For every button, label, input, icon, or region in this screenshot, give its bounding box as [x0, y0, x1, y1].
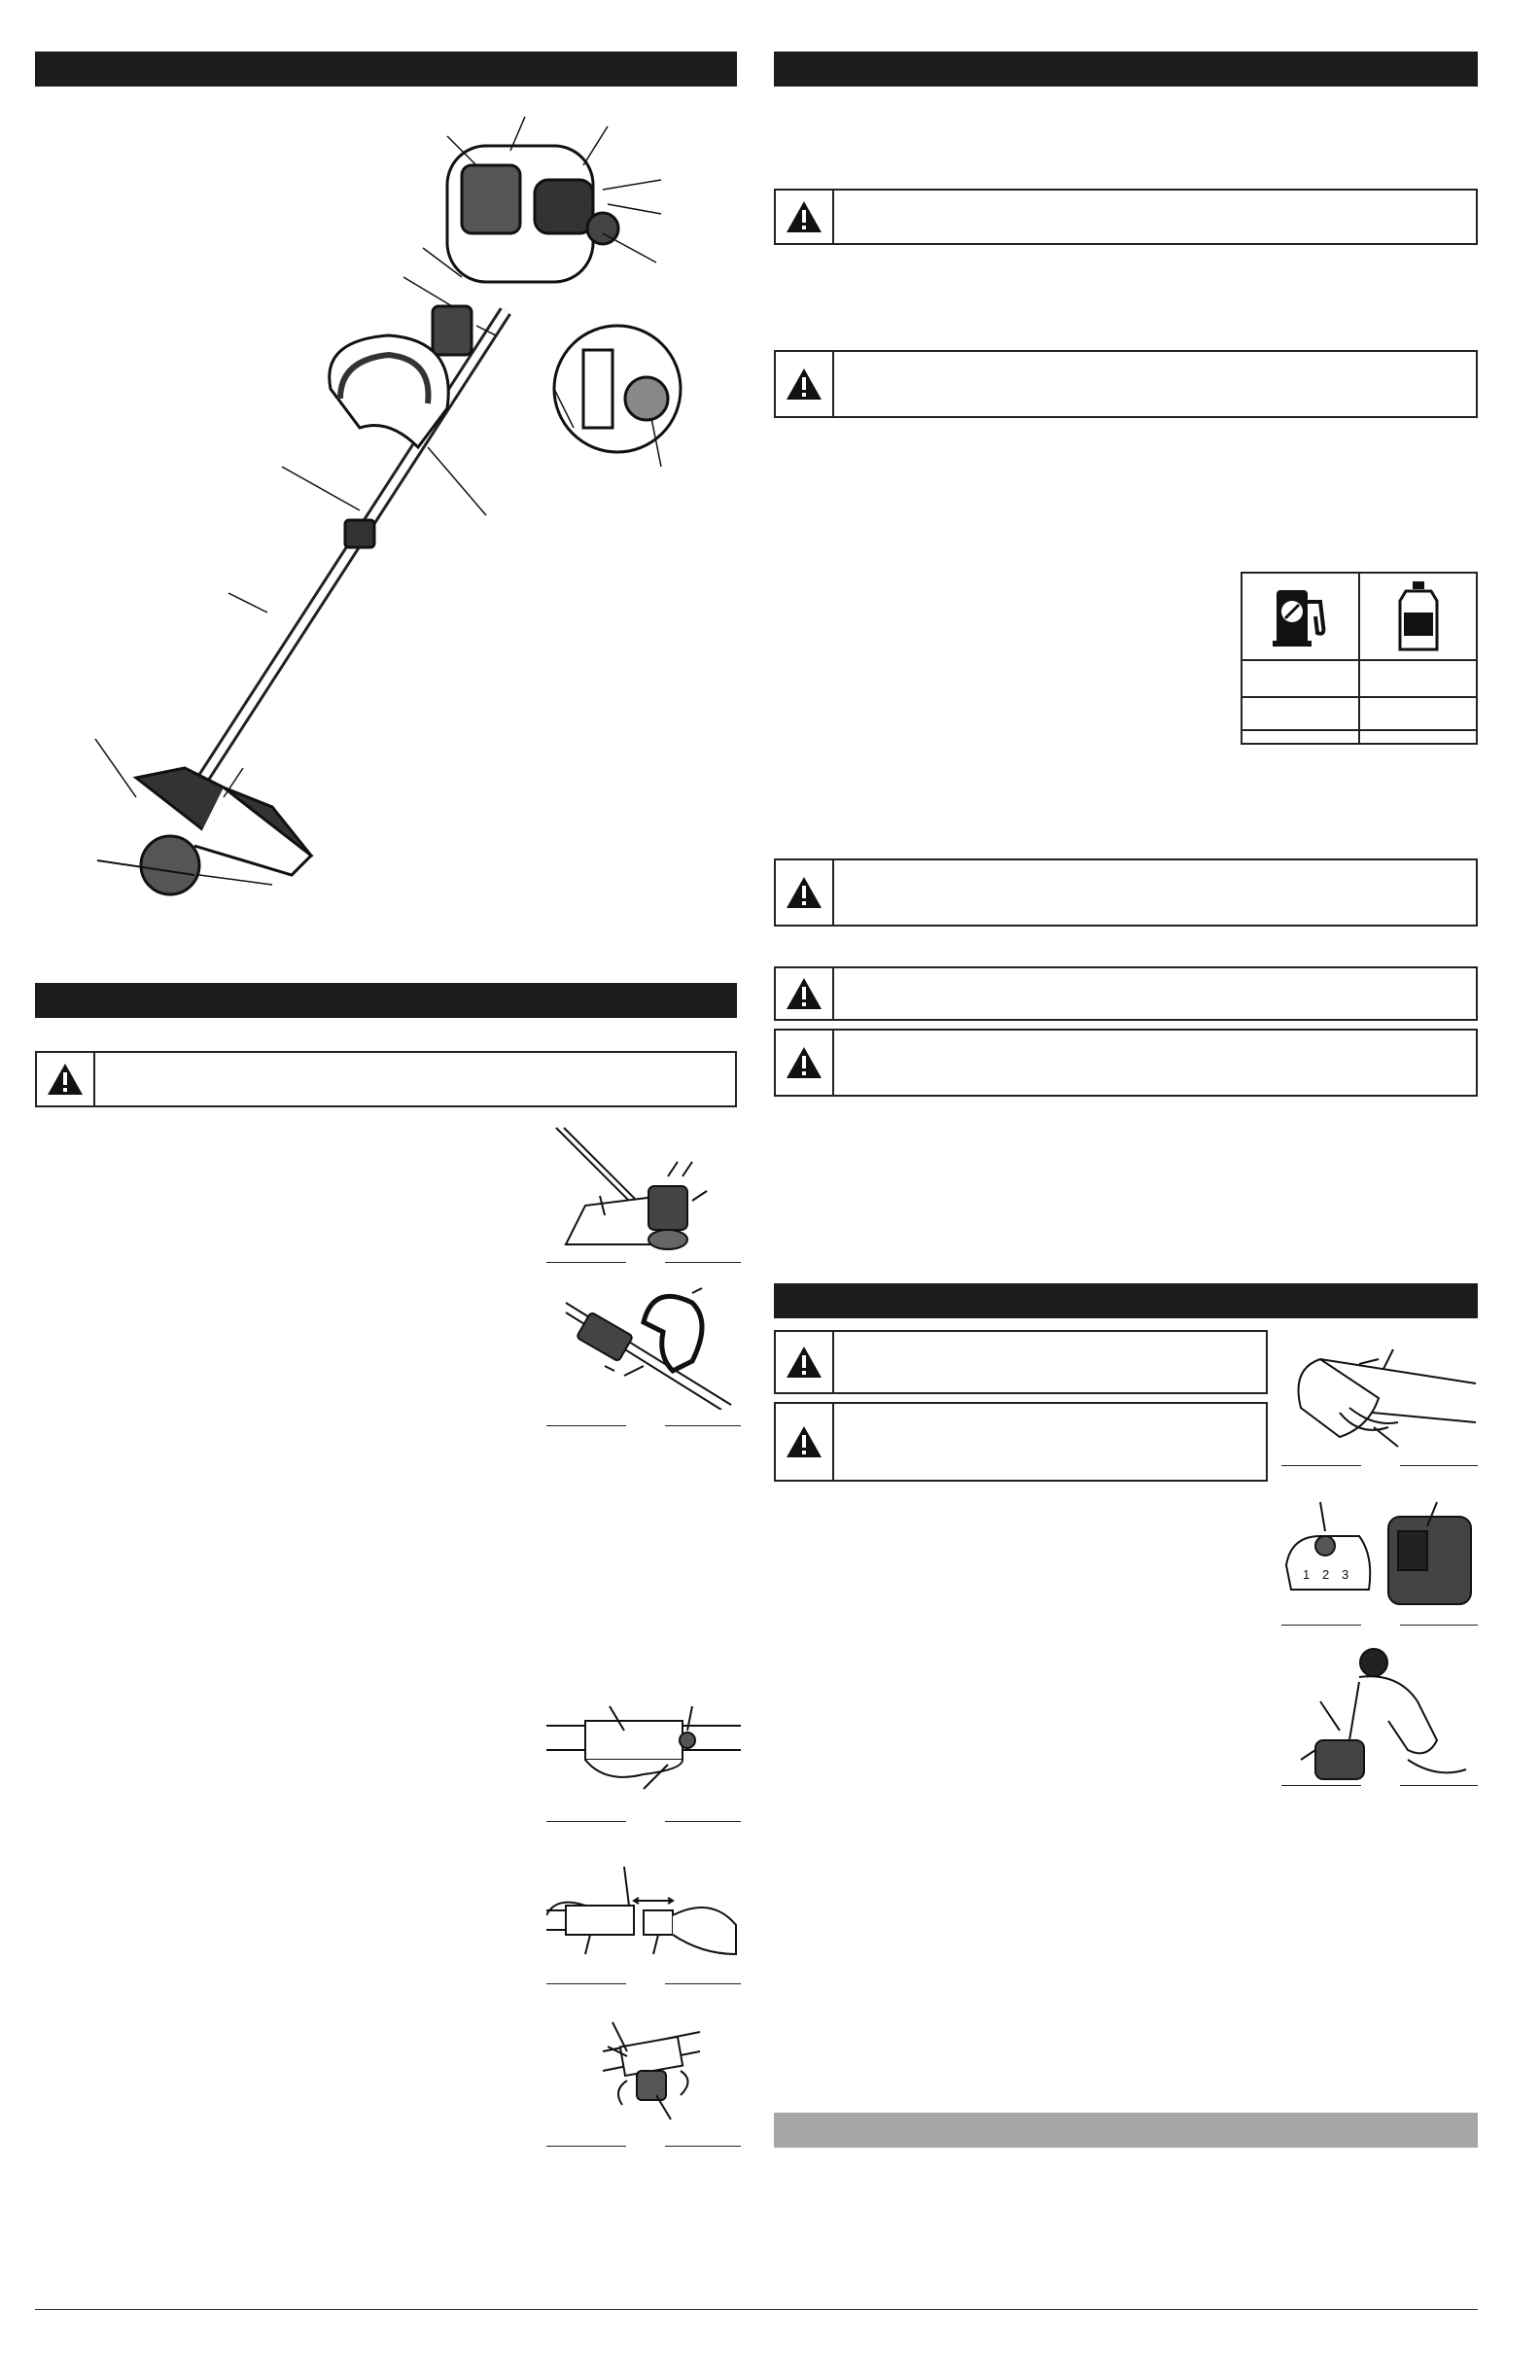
- figure-caption-line: [1281, 1785, 1361, 1786]
- figure-caption-line: [665, 1983, 741, 1984]
- trimmer-overview-illustration: [78, 107, 690, 924]
- warning-box-start-1: [774, 1330, 1268, 1394]
- figure-guard-install: [546, 1118, 741, 1254]
- section-header-bar-starting: [774, 1283, 1478, 1318]
- figure-throttle-trigger: [1281, 1330, 1478, 1456]
- warning-box-fuel-1: [774, 189, 1478, 245]
- figure-caption-line: [1400, 1465, 1478, 1466]
- warning-triangle-icon: [776, 1404, 834, 1480]
- fuel-oil-mix-table: [1241, 572, 1478, 751]
- warning-triangle-icon: [776, 352, 834, 416]
- figure-coupler-connect: [546, 1857, 741, 1974]
- primer-number-3: 3: [1342, 1567, 1349, 1582]
- warning-box-assembly: [35, 1051, 737, 1107]
- warning-triangle-icon: [776, 860, 834, 925]
- warning-box-fuel-4: [774, 966, 1478, 1021]
- figure-caption-line: [1281, 1465, 1361, 1466]
- figure-caption-line: [546, 2146, 626, 2147]
- figure-caption-line: [546, 1425, 626, 1426]
- figure-coupler-knob: [583, 2012, 719, 2129]
- figure-starting-position: [1281, 1643, 1478, 1789]
- section-header-bar-assembly: [35, 983, 737, 1018]
- warning-triangle-icon: [776, 968, 834, 1019]
- section-header-bar-fueling: [774, 52, 1478, 87]
- warning-triangle-icon: [776, 1031, 834, 1095]
- figure-primer-choke: [1281, 1497, 1478, 1624]
- warning-box-fuel-3: [774, 858, 1478, 927]
- figure-caption-line: [546, 1821, 626, 1822]
- figure-caption-line: [665, 2146, 741, 2147]
- figure-caption-line: [665, 1425, 741, 1426]
- warning-box-start-2: [774, 1402, 1268, 1482]
- figure-caption-line: [665, 1262, 741, 1263]
- 2-cycle-oil-bottle-icon: [1359, 573, 1477, 660]
- warning-triangle-icon: [776, 191, 834, 243]
- figure-coupler-detail: [546, 1692, 741, 1799]
- figure-caption-line: [1400, 1625, 1478, 1626]
- figure-caption-line: [665, 1821, 741, 1822]
- warning-triangle-icon: [776, 1332, 834, 1392]
- primer-number-2: 2: [1322, 1567, 1330, 1582]
- figure-caption-line: [546, 1983, 626, 1984]
- footer-rule: [35, 2309, 1478, 2310]
- section-header-bar-components: [35, 52, 737, 87]
- figure-caption-line: [546, 1262, 626, 1263]
- gray-section-bar: [774, 2113, 1478, 2148]
- warning-box-fuel-2: [774, 350, 1478, 418]
- warning-triangle-icon: [37, 1053, 95, 1105]
- figure-handle-install: [546, 1283, 741, 1410]
- warning-box-fuel-5: [774, 1029, 1478, 1097]
- figure-caption-line: [1400, 1785, 1478, 1786]
- primer-number-1: 1: [1303, 1567, 1311, 1582]
- figure-caption-line: [1281, 1625, 1361, 1626]
- unleaded-fuel-pump-icon: [1242, 573, 1359, 660]
